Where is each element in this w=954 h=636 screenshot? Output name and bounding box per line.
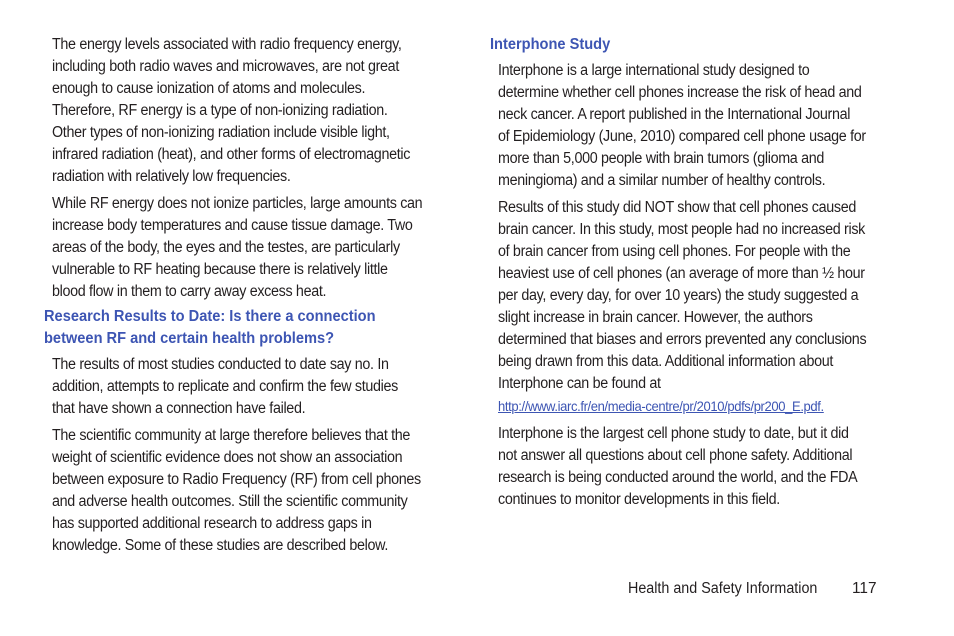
footer-section-title: Health and Safety Information bbox=[628, 580, 818, 597]
paragraph-studies-results: The results of most studies conducted to date say no. In addition, attempts to replicate and confirm the few studies that have shown a connection have failed. bbox=[52, 356, 398, 417]
iarc-report-link[interactable]: http://www.iarc.fr/en/media-centre/pr/2010/pdfs/pr200_E.pdf. bbox=[498, 398, 824, 414]
paragraph-scientific-community: The scientific community at large therefore believes that the weight of scientific evidence does not show an association between exposure to Radio Frequency (RF) from cell phones and adverse health outcomes. Still the scientific community has supported additional research to address gaps in knowledge. Some of these studies are described below. bbox=[52, 427, 421, 554]
paragraph-interphone-largest: Interphone is the largest cell phone study to date, but it did not answer all questions about cell phone safety. Additional research is being conducted around the world, and the FDA continues to monitor developments in this field. bbox=[498, 425, 858, 508]
paragraph-rf-heating: While RF energy does not ionize particles, large amounts can increase body temperatures and cause tissue damage. Two areas of the body, the eyes and the testes, are particularly vulnerable to RF heating because there is relatively little blood flow in them to carry away excess heat. bbox=[52, 195, 423, 300]
paragraph-interphone-intro: Interphone is a large international study designed to determine whether cell phones increase the risk of head and neck cancer. A report published in the International Journal of Epidemiology (June, 2010) compared cell phone usage for more than 5,000 people with brain tumors (glioma and meningioma) and a similar number of healthy controls. bbox=[498, 62, 866, 189]
paragraph-interphone-results: Results of this study did NOT show that cell phones caused brain cancer. In this study, most people had no increased risk of brain cancer from using cell phones. For people with the heaviest use of cell phones (an average of more than ½ hour per day, every day, for over 10 years) the study suggested a slight increase in brain cancer. However, the authors determined that biases and errors prevented any conclusions being drawn from this data. Additional information about Interphone can be found at http://www.iarc.fr/en/media-centre/pr/2010/pdfs/pr200_E.pdf. bbox=[498, 197, 866, 417]
paragraph-rf-energy-levels: The energy levels associated with radio frequency energy, including both radio waves and microwaves, are not great enough to cause ionization of atoms and molecules. Therefore, RF energy is a type of non-ionizing radiation. Other types of non-ionizing radiation include visible light, infrared radiation (heat), and other forms of electromagnetic radiation with relatively low frequencies. bbox=[52, 36, 411, 185]
page-number: 117 bbox=[852, 580, 877, 597]
heading-research-results: Research Results to Date: Is there a connection between RF and certain health problems? bbox=[44, 308, 376, 347]
heading-interphone-study: Interphone Study bbox=[490, 36, 611, 53]
